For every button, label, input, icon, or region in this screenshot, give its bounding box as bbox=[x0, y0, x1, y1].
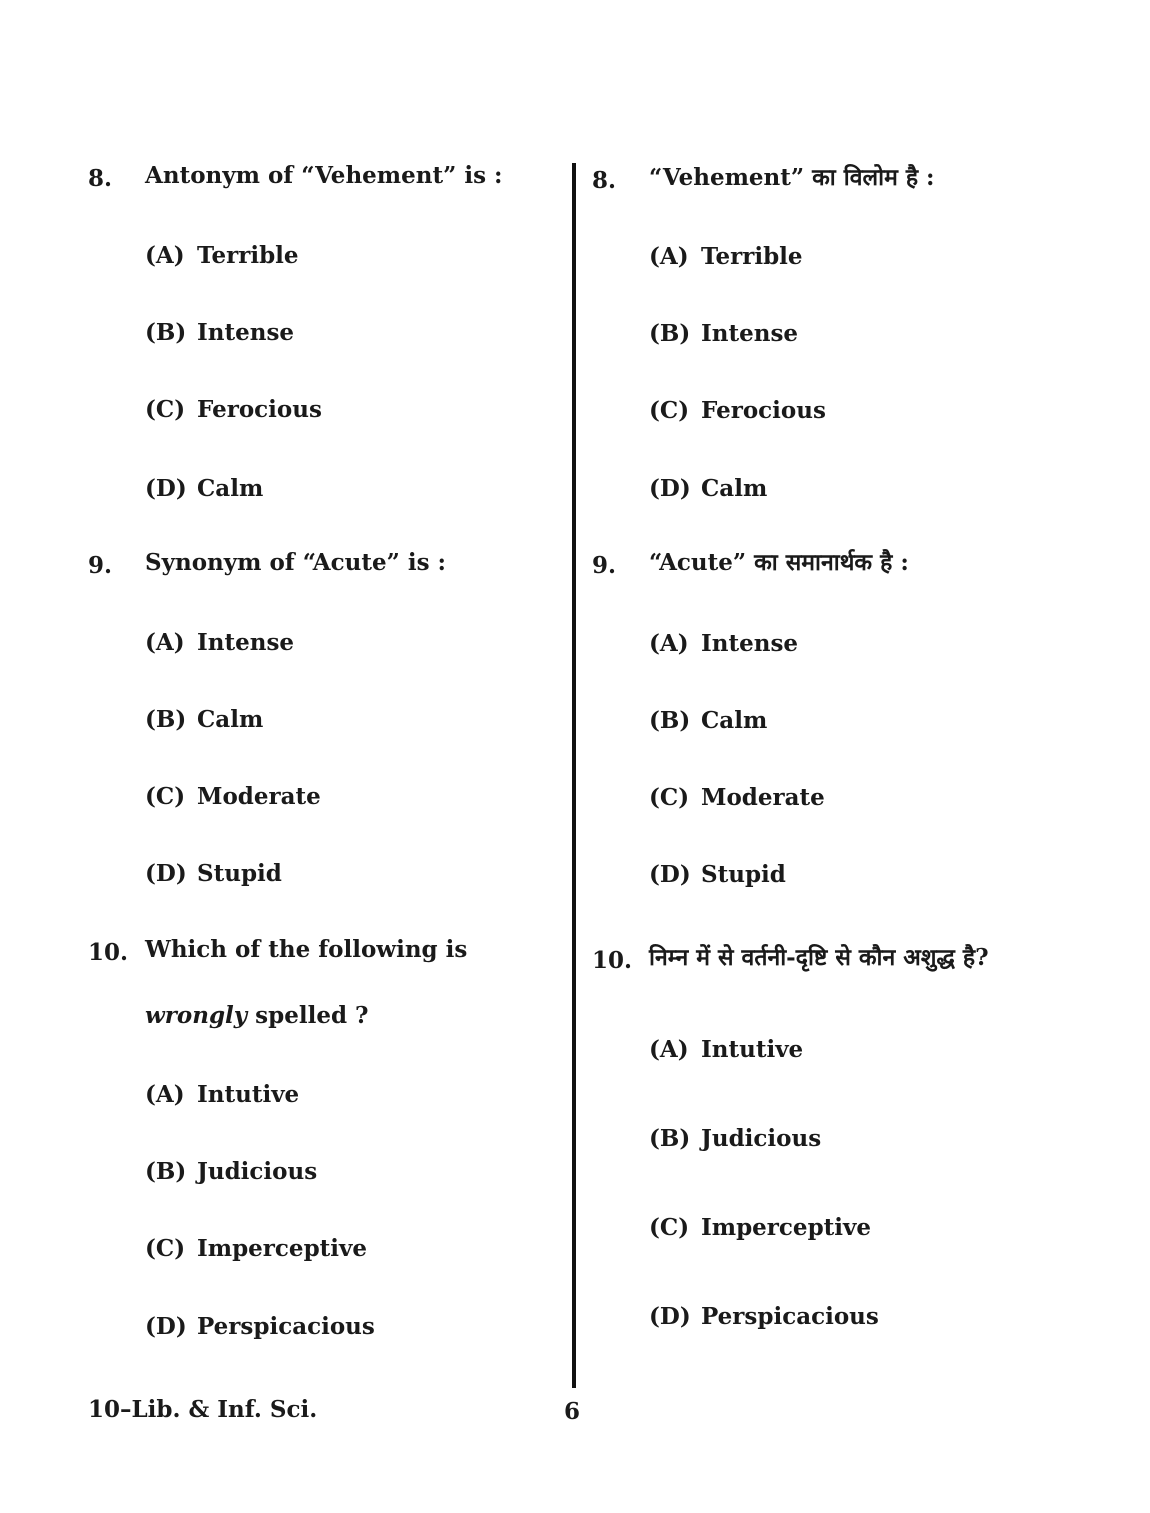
option-b: (B) Judicious bbox=[145, 1158, 318, 1185]
option-b: (B) Calm bbox=[145, 706, 264, 733]
option-c: (C) Imperceptive bbox=[649, 1214, 872, 1241]
option-a: (A) Intense bbox=[145, 629, 295, 656]
option-d: (D) Calm bbox=[145, 475, 264, 502]
question-text: निम्न में से वर्तनी-दृष्टि से कौन अशुद्ध है? bbox=[649, 944, 989, 971]
question-number: 8. bbox=[592, 167, 617, 194]
option-d: (D) Stupid bbox=[145, 860, 282, 887]
option-b: (B) Judicious bbox=[649, 1125, 822, 1152]
option-a: (A) Intense bbox=[649, 630, 799, 657]
option-c: (C) Imperceptive bbox=[145, 1235, 368, 1262]
question-number: 9. bbox=[592, 552, 617, 579]
paper-code: 10–Lib. & Inf. Sci. bbox=[88, 1396, 318, 1423]
option-a: (A) Intutive bbox=[649, 1036, 804, 1063]
page-number: 6 bbox=[564, 1398, 581, 1425]
option-d: (D) Perspicacious bbox=[145, 1313, 375, 1340]
option-b: (B) Intense bbox=[145, 319, 295, 346]
option-a: (A) Terrible bbox=[649, 243, 803, 270]
option-c: (C) Moderate bbox=[649, 784, 825, 811]
question-text: Which of the following is wrongly spelled ? bbox=[145, 936, 468, 1029]
option-a: (A) Terrible bbox=[145, 242, 299, 269]
option-c: (C) Ferocious bbox=[145, 396, 322, 423]
option-d: (D) Perspicacious bbox=[649, 1303, 879, 1330]
question-number: 10. bbox=[592, 947, 633, 974]
column-divider bbox=[572, 163, 576, 1388]
question-number: 8. bbox=[88, 165, 113, 192]
option-c: (C) Moderate bbox=[145, 783, 321, 810]
question-number: 9. bbox=[88, 552, 113, 579]
option-d: (D) Stupid bbox=[649, 861, 786, 888]
option-a: (A) Intutive bbox=[145, 1081, 300, 1108]
option-b: (B) Intense bbox=[649, 320, 799, 347]
question-number: 10. bbox=[88, 939, 129, 966]
question-text: “Acute” का समानार्थक है : bbox=[649, 549, 909, 576]
question-text: Synonym of “Acute” is : bbox=[145, 549, 447, 576]
option-b: (B) Calm bbox=[649, 707, 768, 734]
option-c: (C) Ferocious bbox=[649, 397, 826, 424]
question-text: “Vehement” का विलोम है : bbox=[649, 164, 935, 191]
option-d: (D) Calm bbox=[649, 475, 768, 502]
question-text: Antonym of “Vehement” is : bbox=[145, 162, 503, 189]
